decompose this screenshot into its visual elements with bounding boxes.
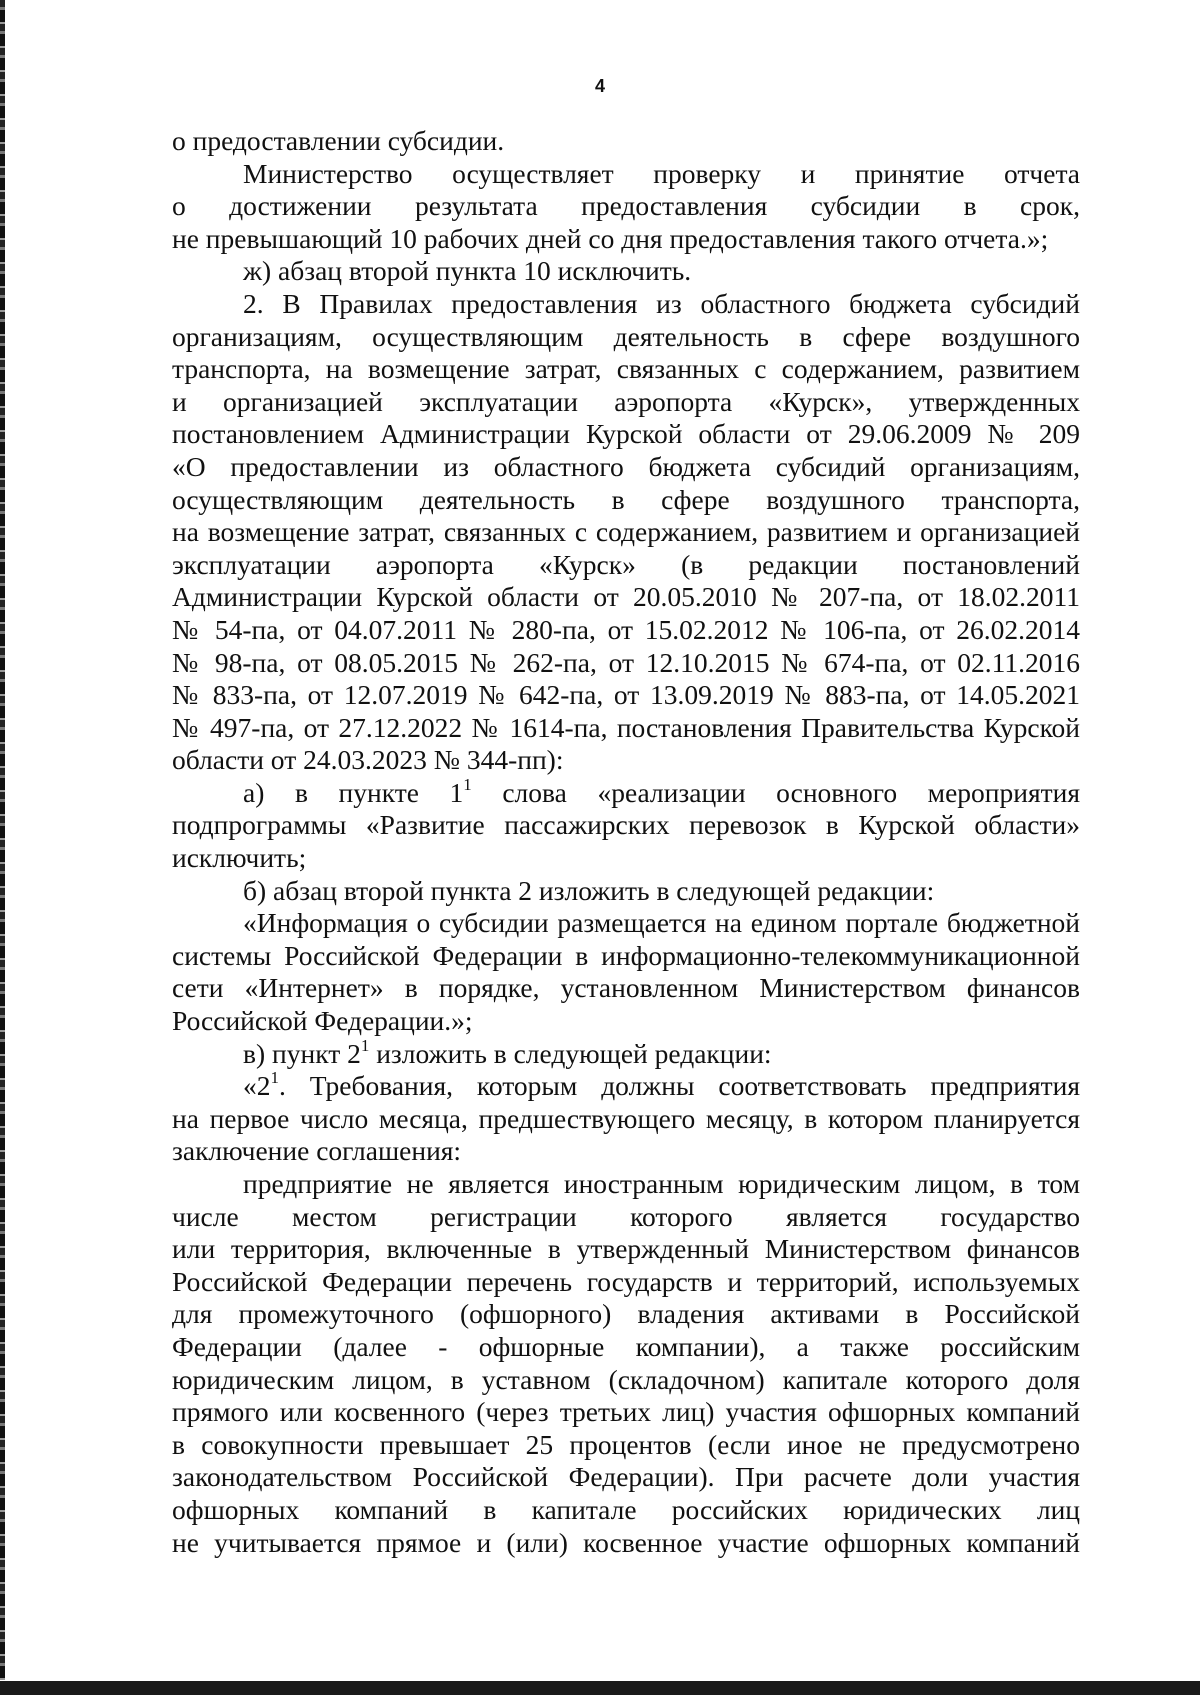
text-segment: «Информация о субсидии размещается на едином портале бюджетной	[243, 907, 1080, 939]
text-segment: предприятие не является иностранным юридическим лицом, в том	[243, 1168, 1080, 1199]
text-segment: системы Российской Федерации в информационно-телекоммуникационной	[172, 939, 1080, 971]
text-segment: или территория, включенные в утвержденный Министерством финансов	[172, 1233, 1080, 1265]
text-segment: Министерство осуществляет проверку и принятие отчета	[243, 157, 1080, 189]
text-segment: . Требования, которым должны соответствовать предприятия	[279, 1070, 1080, 1102]
text-segment: офшорных компаний в капитале российских юридических лиц	[172, 1493, 1080, 1525]
text-line	[172, 549, 1080, 582]
text-segment: б) абзац второй пункта 2 изложить в следующей редакции:	[243, 874, 935, 906]
text-segment: в совокупности превышает 25 процентов (если иное не предусмотрено	[172, 1428, 1080, 1460]
text-segment: законодательством Российской Федерации). При расчете доли участия	[172, 1461, 1080, 1493]
text-segment: а) в пункте 1	[243, 776, 464, 808]
text-line	[172, 1429, 1080, 1462]
text-line	[172, 581, 1080, 614]
text-segment: на первое число месяца, предшествующего месяцу, в котором планируется	[172, 1102, 1080, 1134]
text-segment: числе местом регистрации которого является государство	[172, 1200, 1080, 1232]
text-line	[172, 809, 1080, 842]
text-segment: транспорта, на возмещение затрат, связанных с содержанием, развитием	[172, 353, 1080, 385]
text-line	[172, 744, 1080, 777]
text-segment: № 54-па, от 04.07.2011 № 280-па, от 15.02.2012 № 106-па, от 26.02.2014	[172, 613, 1080, 645]
text-segment: заключение соглашения:	[172, 1135, 462, 1167]
text-segment: подпрограммы «Развитие пассажирских перевозок в Курской области»	[172, 809, 1080, 841]
text-line	[172, 255, 1080, 288]
text-segment: прямого или косвенного (через третьих лиц) участия офшорных компаний	[172, 1396, 1080, 1428]
text-line	[172, 972, 1080, 1005]
text-line	[172, 1135, 1080, 1168]
scan-edge-left	[0, 0, 5, 1680]
text-segment: Федерации (далее - офшорные компании), а также российским	[172, 1330, 1080, 1362]
text-segment: № 833-па, от 12.07.2019 № 642-па, от 13.09.2019 № 883-па, от 14.05.2021	[172, 679, 1080, 711]
text-line	[172, 1331, 1080, 1364]
text-line	[172, 158, 1080, 191]
text-line	[172, 1364, 1080, 1397]
page-number: 4	[594, 76, 605, 96]
text-segment: № 497-па, от 27.12.2022 № 1614-па, постановления Правительства Курской	[172, 711, 1080, 743]
text-line	[172, 190, 1080, 223]
text-segment: Администрации Курской области от 20.05.2010 № 207-па, от 18.02.2011	[172, 581, 1080, 613]
superscript: 1	[270, 1068, 279, 1088]
text-line	[172, 1035, 1080, 1071]
text-segment: «2	[243, 1070, 271, 1102]
text-line	[172, 875, 1080, 908]
document-body	[172, 125, 1080, 1559]
text-segment: не учитывается прямое и (или) косвенное участие офшорных компаний	[172, 1526, 1080, 1558]
text-line	[172, 1266, 1080, 1299]
text-line	[172, 1527, 1080, 1560]
text-segment: и организацией эксплуатации аэропорта «Курск», утвержденных	[172, 385, 1080, 417]
superscript: 1	[360, 1035, 370, 1055]
text-line	[172, 321, 1080, 354]
text-line	[172, 907, 1080, 940]
text-segment: для промежуточного (офшорного) владения активами в Российской	[172, 1298, 1080, 1330]
text-segment: слова «реализации основного мероприятия	[471, 776, 1080, 808]
text-line	[172, 1396, 1080, 1429]
text-line	[172, 1298, 1080, 1331]
text-segment: области от 24.03.2023 № 344-пп):	[172, 744, 564, 776]
text-line	[172, 1103, 1080, 1136]
text-line	[172, 288, 1080, 321]
text-segment: постановлением Администрации Курской области от 29.06.2009 № 209	[172, 418, 1080, 450]
text-line	[172, 1201, 1080, 1234]
text-line	[172, 842, 1080, 875]
text-segment: изложить в следующей редакции:	[369, 1037, 772, 1069]
text-line	[172, 516, 1080, 549]
text-line	[172, 1070, 1080, 1103]
text-line	[172, 1494, 1080, 1527]
text-line	[172, 386, 1080, 419]
text-line	[172, 451, 1080, 484]
text-segment: о предоставлении субсидии.	[172, 125, 505, 156]
text-line	[172, 1005, 1080, 1038]
text-segment: о достижении результата предоставления субсидии в срок,	[172, 190, 1080, 222]
text-line	[172, 679, 1080, 712]
text-line	[172, 1168, 1080, 1201]
text-line	[172, 484, 1080, 517]
text-line	[172, 774, 1080, 810]
text-segment: № 98-па, от 08.05.2015 № 262-па, от 12.10.2015 № 674-па, от 02.11.2016	[172, 646, 1080, 678]
text-line	[172, 1233, 1080, 1266]
text-segment: «О предоставлении из областного бюджета субсидий организациям,	[172, 450, 1080, 482]
text-line	[172, 418, 1080, 451]
text-segment: осуществляющим деятельность в сфере воздушного транспорта,	[172, 483, 1080, 515]
text-segment: 2. В Правилах предоставления из областного бюджета субсидий	[243, 287, 1080, 319]
text-line	[172, 1461, 1080, 1494]
text-segment: на возмещение затрат, связанных с содержанием, развитием и организацией	[172, 516, 1080, 548]
text-line	[172, 614, 1080, 647]
text-segment: юридическим лицом, в уставном (складочном) капитале которого доля	[172, 1363, 1080, 1395]
text-line	[172, 125, 1080, 158]
text-line	[172, 940, 1080, 973]
text-segment: исключить;	[172, 842, 307, 874]
text-segment: Российской Федерации.»;	[172, 1005, 473, 1037]
text-line	[172, 223, 1080, 256]
text-segment: эксплуатации аэропорта «Курск» (в редакции постановлений	[172, 548, 1080, 580]
text-segment: сети «Интернет» в порядке, установленном Министерством финансов	[172, 972, 1080, 1004]
scan-edge-bottom	[0, 1681, 1200, 1695]
text-segment: ж) абзац второй пункта 10 исключить.	[243, 255, 692, 287]
superscript: 1	[463, 774, 472, 794]
text-line	[172, 712, 1080, 745]
text-line	[172, 353, 1080, 386]
text-segment: не превышающий 10 рабочих дней со дня предоставления такого отчета.»;	[172, 222, 1049, 254]
text-line	[172, 647, 1080, 680]
text-segment: организациям, осуществляющим деятельность в сфере воздушного	[172, 320, 1080, 352]
text-segment: в) пункт 2	[243, 1037, 361, 1069]
text-segment: Российской Федерации перечень государств и территорий, используемых	[172, 1265, 1080, 1297]
